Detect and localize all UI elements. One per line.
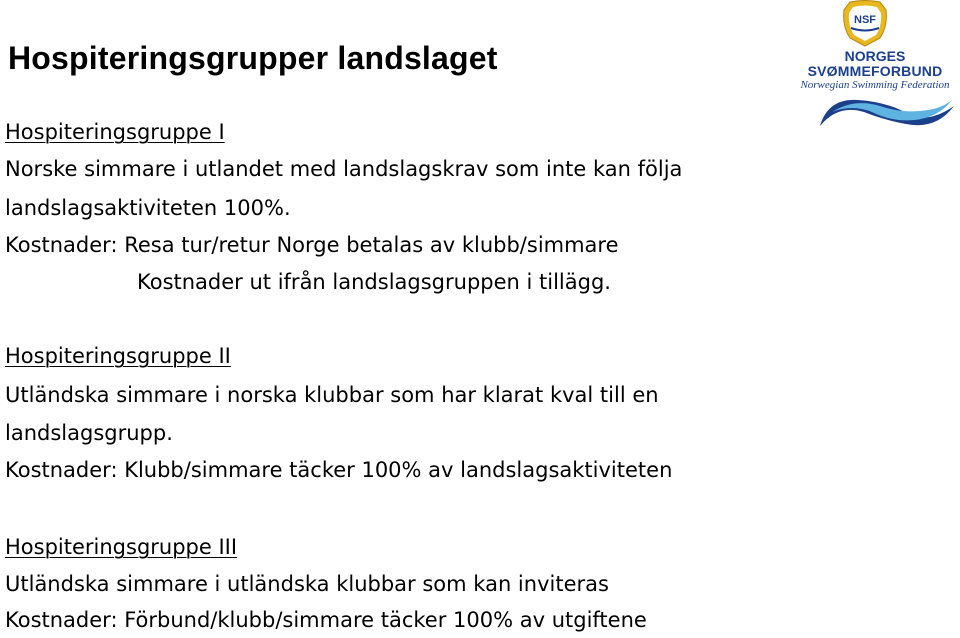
waves-icon	[818, 90, 956, 132]
group-2-line-1: Utländska simmare i norska klubbar som har klarat kval till en	[5, 383, 659, 407]
logo-subtitle: Norwegian Swimming Federation	[800, 79, 950, 91]
group-3-cost-line: Kostnader: Förbund/klubb/simmare täcker 100% av utgiftene	[5, 608, 647, 632]
group-1-line-2: landslagsaktiviteten 100%.	[5, 196, 291, 220]
emblem-text: NSF	[854, 14, 876, 26]
group-1-cost-line: Kostnader: Resa tur/retur Norge betalas av klubb/simmare	[5, 233, 619, 257]
group-3-heading: Hospiteringsgruppe III	[5, 535, 238, 559]
nsf-emblem-icon	[840, 0, 890, 48]
federation-logo	[790, 0, 960, 135]
logo-name-line2: SVØMMEFORBUND	[807, 63, 943, 79]
logo-name-line1: NORGES	[844, 48, 906, 64]
group-3-line-1: Utländska simmare i utländska klubbar som kan inviteras	[5, 572, 609, 596]
group-1-heading: Hospiteringsgruppe I	[5, 120, 225, 144]
page-title: Hospiteringsgrupper landslaget	[8, 40, 498, 76]
group-2-heading: Hospiteringsgruppe II	[5, 344, 231, 368]
group-2-line-2: landslagsgrupp.	[5, 421, 173, 445]
group-2-cost-line: Kostnader: Klubb/simmare täcker 100% av landslagsaktiviteten	[5, 458, 673, 482]
group-1-line-1: Norske simmare i utlandet med landslagskrav som inte kan följa	[5, 157, 683, 181]
group-1-cost-line-2: Kostnader ut ifrån landslagsgruppen i tillägg.	[137, 270, 611, 294]
